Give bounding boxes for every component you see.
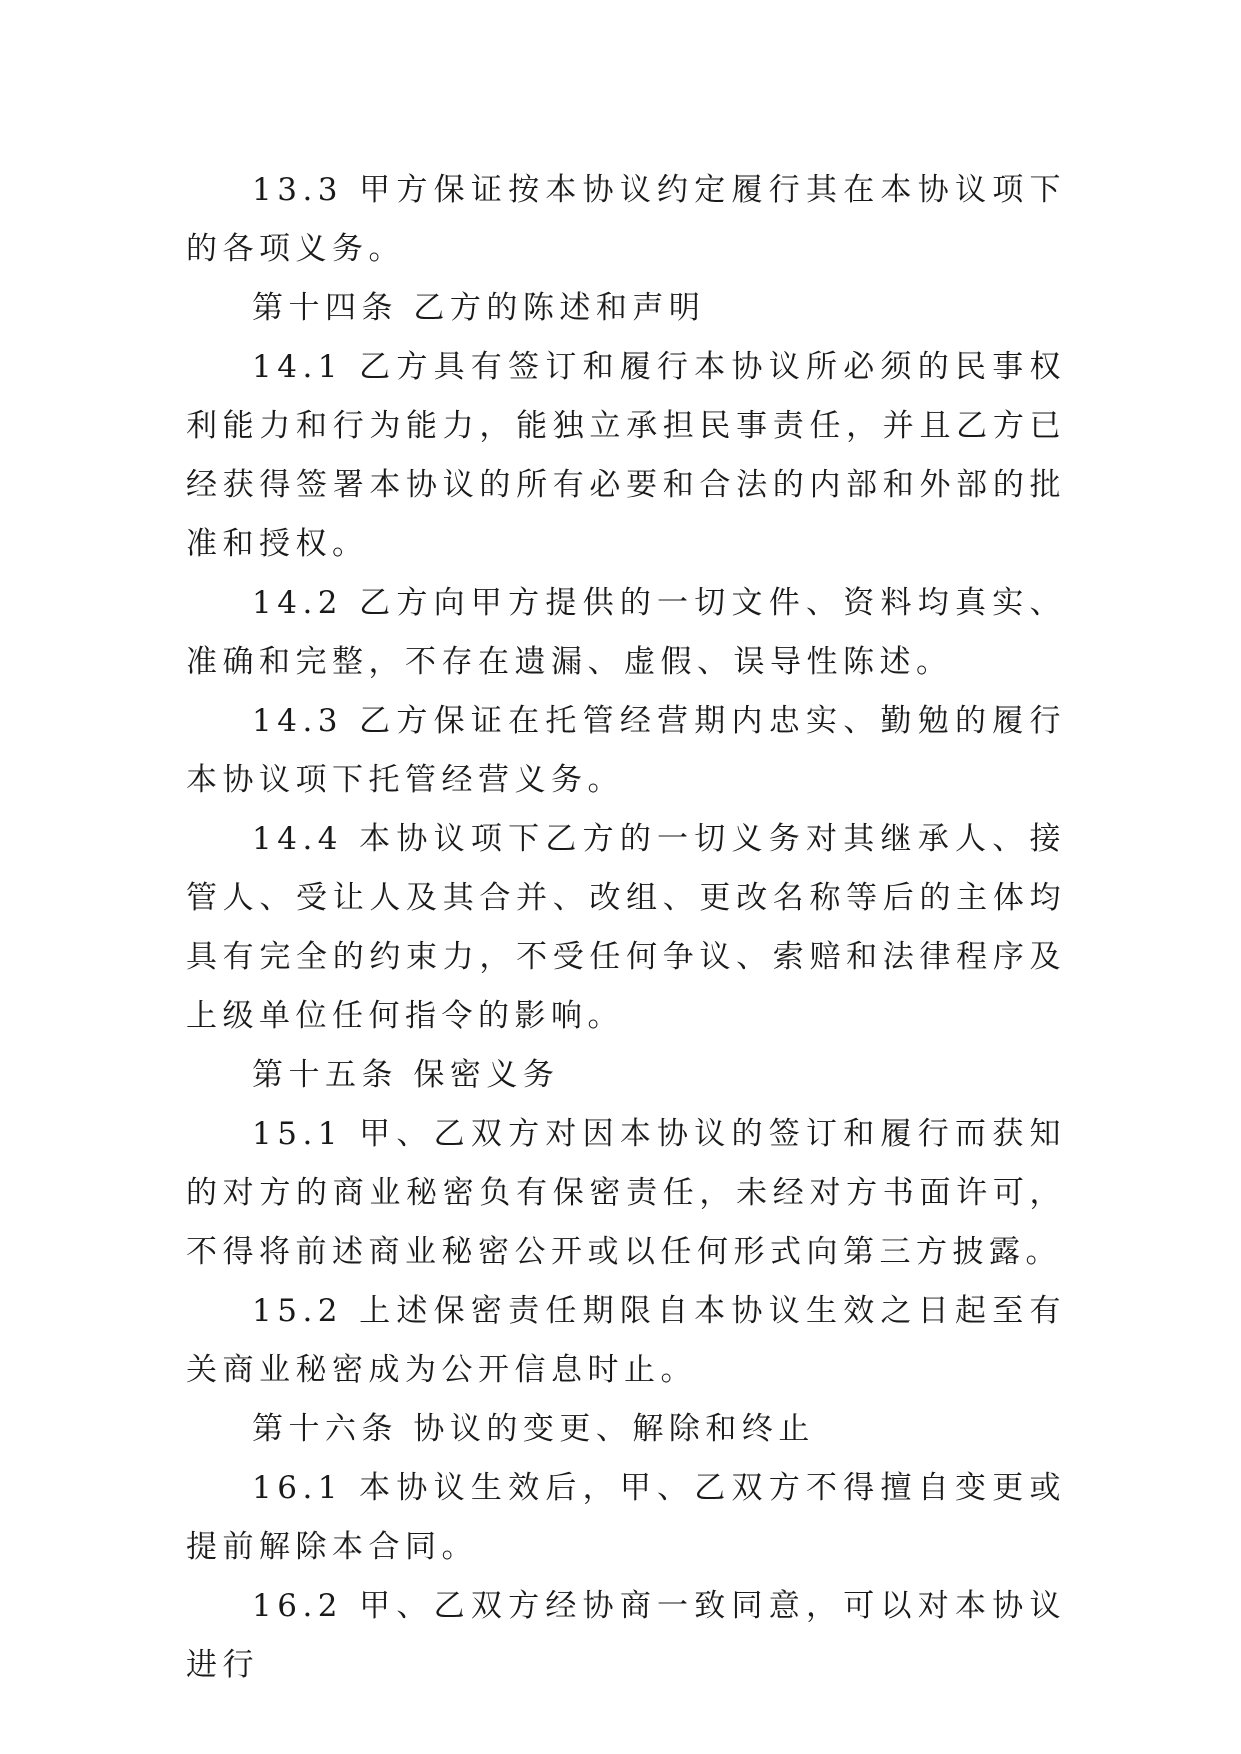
article-14-heading: 第十四条 乙方的陈述和声明 bbox=[252, 290, 706, 326]
article-16-heading: 第十六条 协议的变更、解除和终止 bbox=[252, 1411, 815, 1447]
clause-15-2: 15.2 上述保密责任期限自本协议生效之日起至有关商业秘密成为公开信息时止。 bbox=[186, 1293, 1066, 1388]
article-15-heading: 第十五条 保密义务 bbox=[252, 1057, 560, 1093]
clause-16-2: 16.2 甲、乙双方经协商一致同意，可以对本协议进行 bbox=[186, 1588, 1066, 1683]
clause-16-1: 16.1 本协议生效后，甲、乙双方不得擅自变更或提前解除本合同。 bbox=[186, 1470, 1066, 1565]
clause-13-3: 13.3 甲方保证按本协议约定履行其在本协议项下的各项义务。 bbox=[186, 172, 1066, 267]
clause-14-4: 14.4 本协议项下乙方的一切义务对其继承人、接管人、受让人及其合并、改组、更改名称等后的主体均具有完全的约束力，不受任何争议、索赔和法律程序及上级单位任何指令的影响。 bbox=[186, 821, 1066, 1034]
clause-15-1: 15.1 甲、乙双方对因本协议的签订和履行而获知的对方的商业秘密负有保密责任，未经对方书面许可，不得将前述商业秘密公开或以任何形式向第三方披露。 bbox=[186, 1116, 1066, 1270]
clause-14-2: 14.2 乙方向甲方提供的一切文件、资料均真实、准确和完整，不存在遗漏、虚假、误导性陈述。 bbox=[186, 585, 1066, 680]
document-body bbox=[186, 161, 1066, 1695]
clause-14-1: 14.1 乙方具有签订和履行本协议所必须的民事权利能力和行为能力，能独立承担民事责任，并且乙方已经获得签署本协议的所有必要和合法的内部和外部的批准和授权。 bbox=[186, 349, 1066, 562]
clause-14-3: 14.3 乙方保证在托管经营期内忠实、勤勉的履行本协议项下托管经营义务。 bbox=[186, 703, 1066, 798]
